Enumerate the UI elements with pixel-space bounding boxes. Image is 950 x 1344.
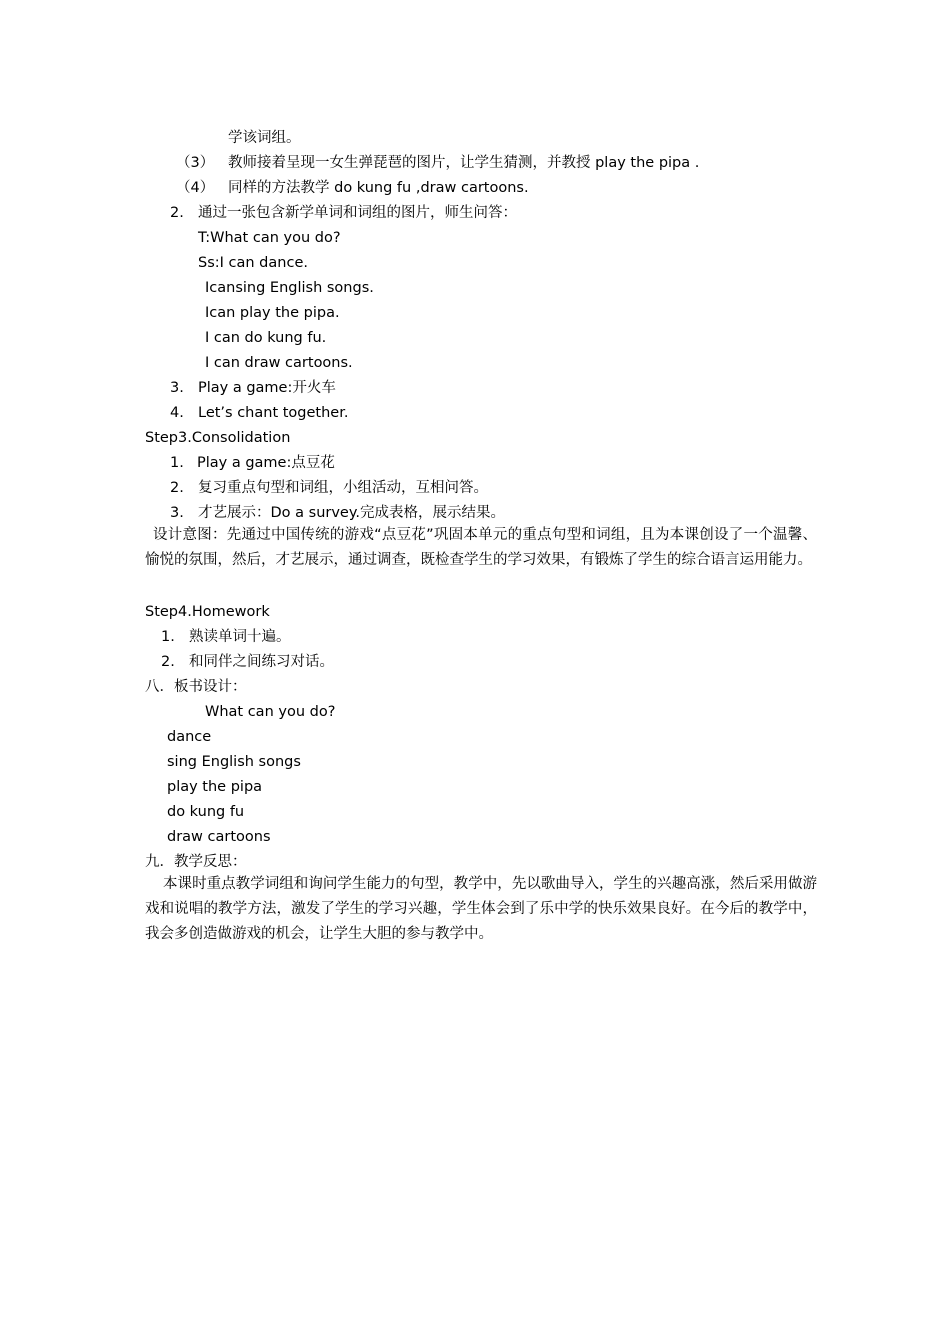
- list-number: 1.: [161, 629, 175, 645]
- board-title: What can you do?: [205, 704, 336, 720]
- dialog-line: I can do kung fu.: [205, 330, 327, 346]
- list-number: （4）: [176, 180, 215, 196]
- list-item-text: 复习重点句型和词组，小组活动，互相问答。: [198, 480, 488, 496]
- section-heading: 八．板书设计：: [145, 679, 247, 695]
- list-item-text: 通过一张包含新学单词和词组的图片，师生问答：: [198, 205, 517, 221]
- section-heading: Step3.Consolidation: [145, 430, 291, 446]
- list-item-text: Play a game:点豆花: [197, 455, 335, 471]
- section-heading: 九．教学反思：: [145, 854, 247, 870]
- list-number: 3.: [170, 505, 184, 521]
- list-item-text: 教师接着呈现一女生弹琵琶的图片，让学生猜测，并教授 play the pipa .: [228, 155, 700, 171]
- board-item: sing English songs: [167, 754, 301, 770]
- design-intent-paragraph: 设计意图：先通过中国传统的游戏“点豆花”巩固本单元的重点句型和词组，且为本课创设了一个温馨、愉悦的氛围，然后，才艺展示，通过调查，既检查学生的学习效果，有锻炼了学生的综合语言运用能力。: [145, 527, 817, 568]
- section-heading: Step4.Homework: [145, 604, 270, 620]
- dialog-line: Icansing English songs.: [205, 280, 374, 296]
- list-item-text: 同样的方法教学 do kung fu ,draw cartoons.: [228, 180, 529, 196]
- dialog-line: I can draw cartoons.: [205, 355, 353, 371]
- board-item: play the pipa: [167, 779, 263, 795]
- list-item-text: Play a game:开火车: [198, 380, 336, 396]
- list-number: 2.: [161, 654, 175, 670]
- list-number: 2.: [170, 480, 184, 496]
- list-item-text: Let’s chant together.: [198, 405, 349, 421]
- board-item: draw cartoons: [167, 829, 271, 845]
- dialog-line: Ss:I can dance.: [198, 255, 308, 271]
- dialog-line: T:What can you do?: [198, 230, 341, 246]
- dialog-line: Ican play the pipa.: [205, 305, 340, 321]
- text-line: 学该词组。: [228, 130, 301, 146]
- list-item-text: 才艺展示：Do a survey.完成表格，展示结果。: [198, 505, 505, 521]
- list-number: 3.: [170, 380, 184, 396]
- list-item-text: 熟读单词十遍。: [189, 629, 291, 645]
- list-number: 2.: [170, 205, 184, 221]
- reflection-paragraph: 本课时重点教学词组和询问学生能力的句型，教学中，先以歌曲导入，学生的兴趣高涨，然后采用做游戏和说唱的教学方法，激发了学生的学习兴趣，学生体会到了乐中学的快乐效果良好。在今后的教学中，我会多创造做游戏的机会，让学生大胆的参与教学中。: [145, 876, 817, 942]
- list-item-text: 和同伴之间练习对话。: [189, 654, 334, 670]
- board-item: do kung fu: [167, 804, 245, 820]
- list-number: 4.: [170, 405, 184, 421]
- list-number: 1.: [170, 455, 184, 471]
- list-number: （3）: [176, 155, 215, 171]
- board-item: dance: [167, 729, 212, 745]
